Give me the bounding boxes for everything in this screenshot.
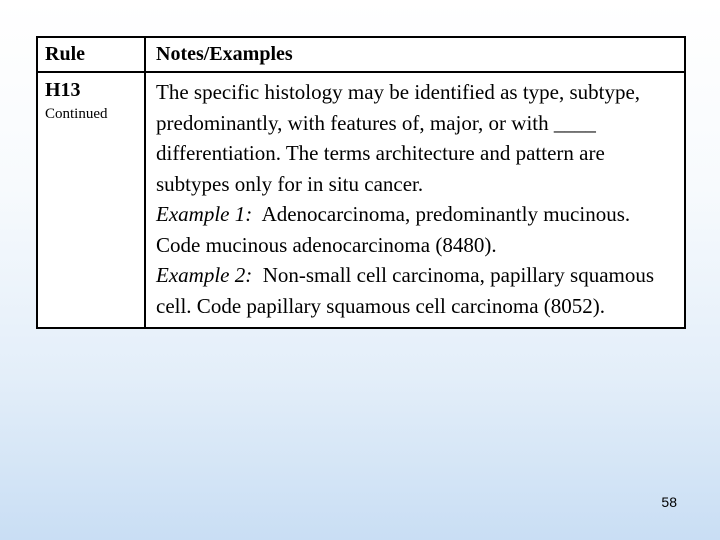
example-2 [156, 260, 676, 321]
example-1-label: Example 1: [156, 202, 253, 226]
example-1 [156, 199, 676, 260]
example-1-text: Adenocarcinoma, predominantly mucinous. Code mucinous adenocarcinoma (8480). [156, 202, 631, 257]
table-row [37, 72, 685, 328]
rule-id: H13 [45, 79, 81, 101]
example-2-label: Example 2: [156, 263, 253, 287]
table-header-row [37, 37, 685, 72]
example-2-text: Non-small cell carcinoma, papillary squamous cell. Code papillary squamous cell carcinoma (8052). [156, 263, 655, 318]
notes-header-label: Notes/Examples [156, 43, 293, 65]
notes-header-cell [145, 37, 685, 72]
rule-id-cell [37, 72, 145, 328]
page-number: 58 [661, 494, 677, 510]
rule-header-label: Rule [45, 43, 85, 65]
rule-continued-label: Continued [45, 106, 108, 122]
notes-body [146, 73, 684, 327]
rule-description: The specific histology may be identified as type, subtype, predominantly, with features of, major, or with ____ differentiation. The terms architecture and pattern are subtypes only for in situ cancer. [156, 80, 641, 196]
rule-table [36, 36, 686, 329]
notes-cell [145, 72, 685, 328]
rule-header-cell [37, 37, 145, 72]
